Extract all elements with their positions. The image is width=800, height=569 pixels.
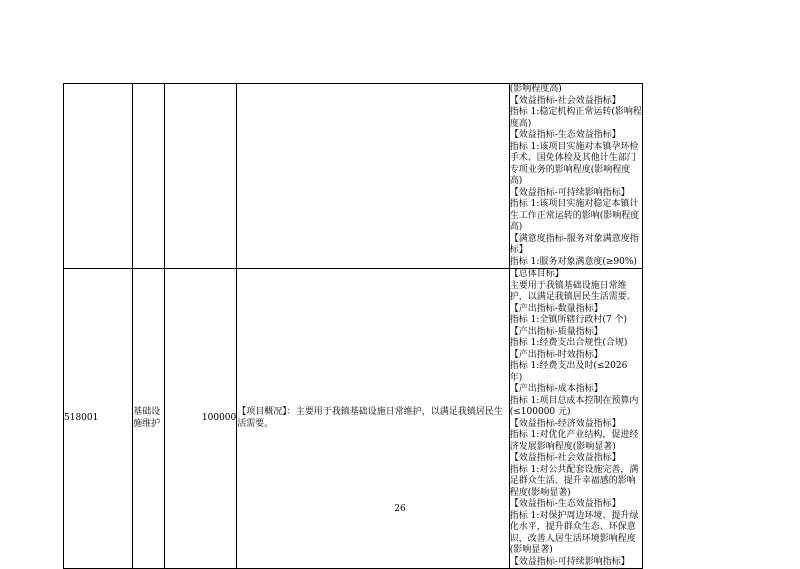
table-row [64, 269, 643, 569]
indicator-line: 指标 1:服务对象满意度(≥90%) [509, 256, 637, 267]
indicator-line: 【效益指标-经济效益指标】 [509, 418, 621, 429]
table-row [64, 84, 643, 269]
indicator-line: 指标 1:对优化产业结构，促进经济发展影响程度(影响显著) [509, 430, 639, 452]
indicator-line: 【效益指标-可持续影响指标】 [509, 556, 630, 567]
indicator-line: 【产出指标-数量指标】 [509, 303, 603, 314]
indicator-line: 【效益指标-生态效益指标】 [509, 130, 621, 140]
project-code-cell [64, 84, 133, 269]
indicator-line: 指标 1:经费支出及时(≤2026 年) [509, 361, 628, 383]
indicator-line: 指标 1:稳定机构正常运转(影响程度高) [509, 107, 642, 129]
project-overview-cell [237, 84, 509, 269]
indicator-line: 【效益指标-社会效益指标】 [509, 453, 621, 463]
indicator-line: (影响程度高) [509, 84, 562, 94]
indicator-line: 指标 1:该项目实施对本镇孕环检手术、国免体检及其他计生部门专项业务的影响程度(影响程度高) [509, 141, 639, 186]
indicator-line: 指标 1:全镇所辖行政村(7 个) [509, 315, 627, 325]
project-amount-cell: 100000 [165, 269, 237, 569]
indicator-line: 【总体目标】 [509, 269, 564, 279]
project-name-cell [133, 84, 165, 269]
project-overview-cell: 【项目概况】：主要用于我镇基础设施日常维护，以满足我镇居民生活需要。 [237, 269, 509, 569]
indicator-line: 【产出指标-时效指标】 [509, 349, 603, 360]
project-amount-cell [165, 84, 237, 269]
indicator-line: 【效益指标-社会效益指标】 [509, 95, 621, 106]
page-number: 26 [394, 504, 406, 514]
indicator-line: 指标 1:经费支出合规性(合规) [509, 338, 628, 348]
indicator-line: 【产出指标-成本指标】 [509, 384, 603, 394]
indicator-line: 【满意度指标-服务对象满意度指标】 [509, 233, 639, 255]
project-name-cell: 基础设施维护 [133, 269, 165, 569]
project-table [63, 83, 643, 569]
indicator-line: 指标 1:项目总成本控制在预算内(≤100000 元) [509, 395, 639, 417]
project-code-cell: 518001 [64, 269, 133, 569]
indicator-line: 【效益指标-生态效益指标】 [509, 499, 621, 509]
indicator-line: 【效益指标-可持续影响指标】 [509, 187, 630, 198]
indicator-line: 主要用于我镇基础设施日常维护，以满足我镇居民生活需要。 [509, 280, 636, 302]
indicator-line: 指标 1:该项目实施对稳定本镇计生工作正常运转的影响(影响程度高) [509, 199, 640, 232]
performance-indicators-cell [509, 269, 642, 569]
indicator-line: 指标 1:对公共配套设施完善，满足群众生活、提升幸福感的影响程度(影响显著) [509, 464, 639, 498]
performance-indicators-cell [509, 84, 642, 269]
indicator-line: 指标 1:对保护周边环境、提升绿化水平，提升群众生态、环保意识，改善人居生活环境影响程度(影响显著) [509, 510, 639, 555]
indicator-line: 【产出指标-质量指标】 [509, 326, 603, 337]
